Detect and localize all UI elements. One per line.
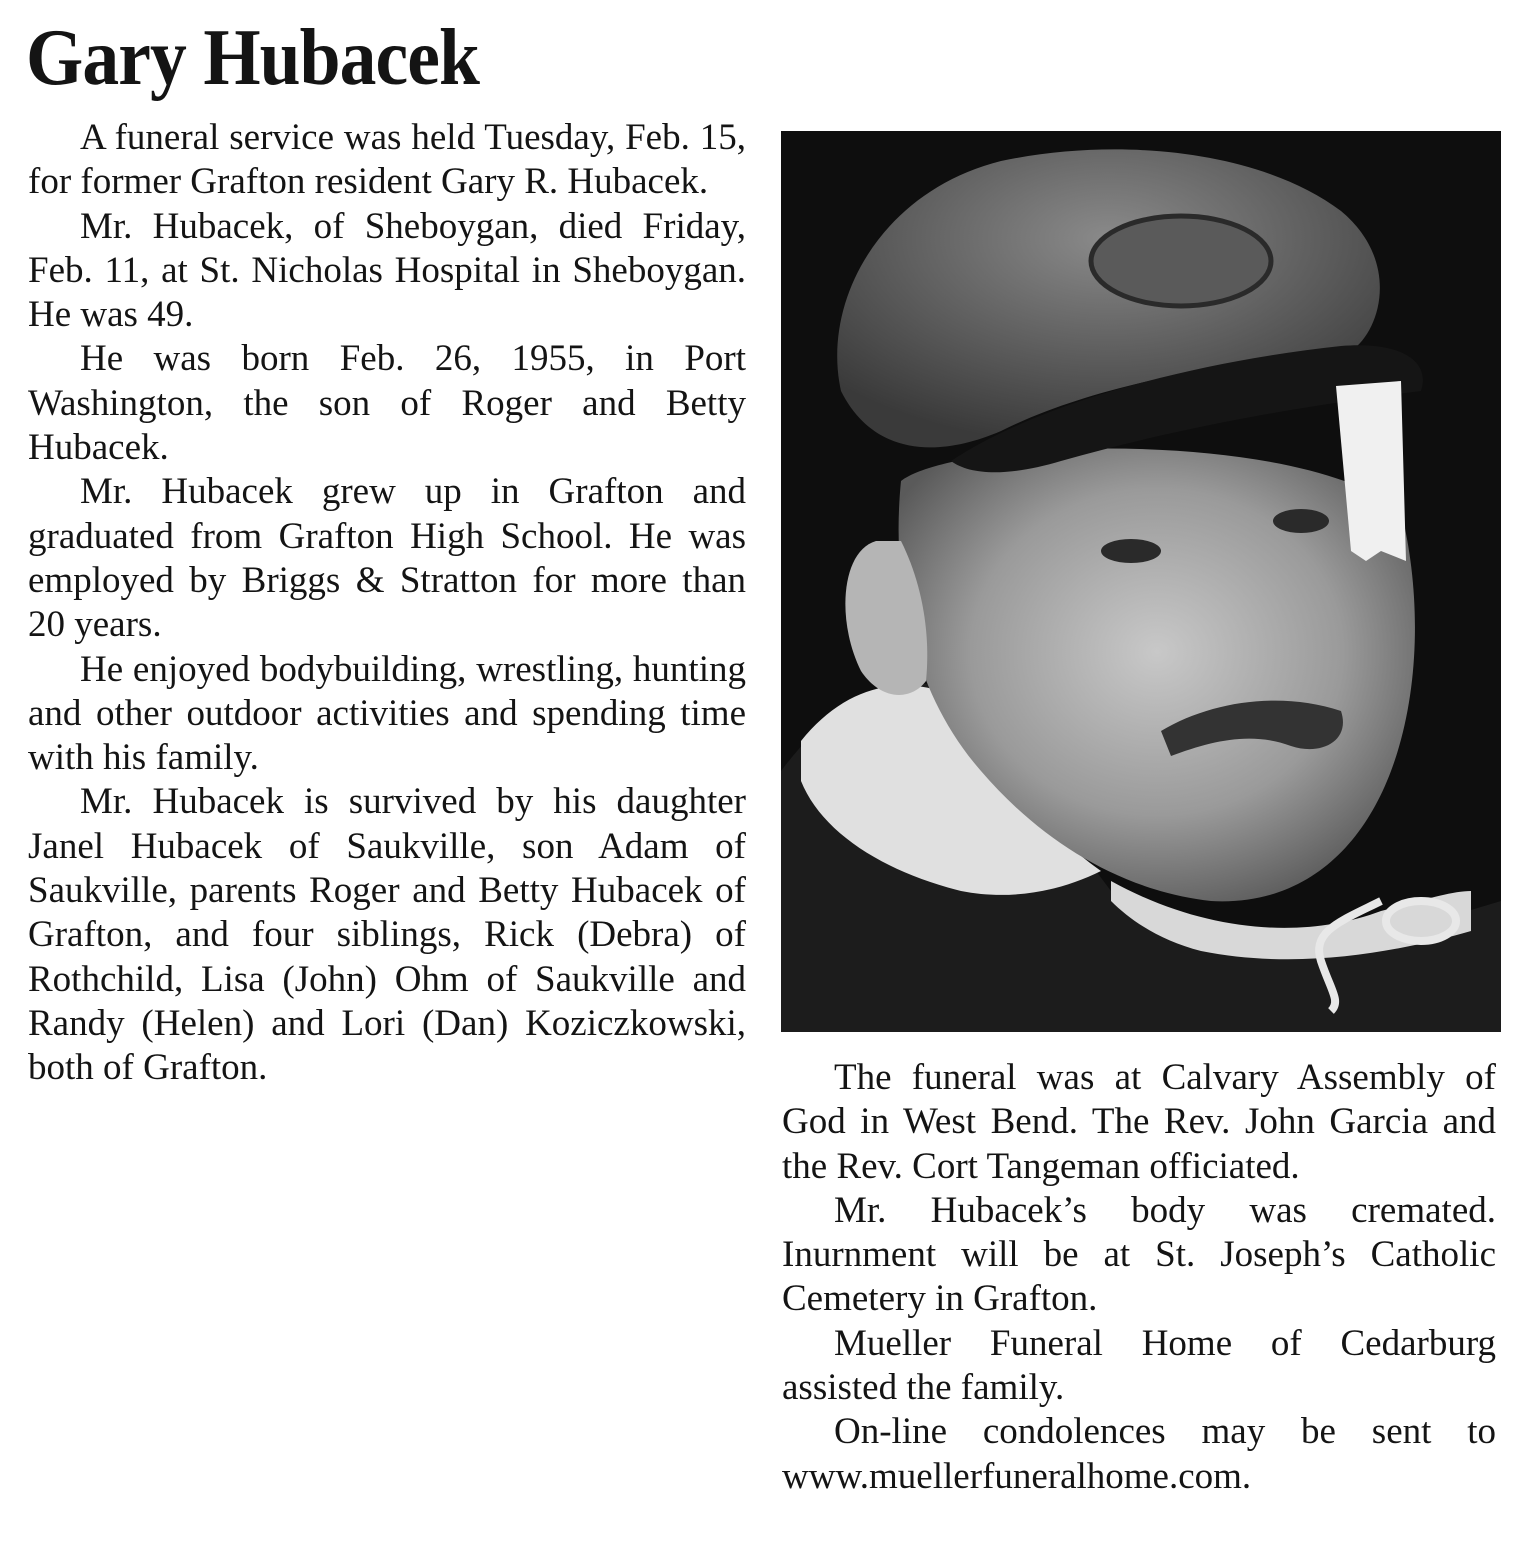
paragraph-funeral-home: Mueller Funeral Home of Cedarburg assisted the family. (782, 1322, 1496, 1409)
paragraph-survivors: Mr. Hubacek is survived by his daughter Janel Hubacek of Saukville, son Adam of Saukville, parents Roger and Betty Hubacek of Grafton, and four siblings, Rick (Debra) of Rothchild, Lisa (John) Ohm of Saukville and Randy (Helen) and Lori (Dan) Koziczkowski, both of Grafton. (28, 781, 746, 1089)
right-column (782, 1056, 1496, 1499)
paragraph-funeral-service: A funeral service was held Tuesday, Feb. 15, for former Grafton resident Gary R. Hubacek. (28, 117, 746, 203)
paragraph-inurnment: Mr. Hubacek’s body was cremated. Inurnment will be at St. Joseph’s Catholic Cemetery in Grafton. (782, 1189, 1496, 1320)
left-column (28, 116, 746, 1091)
portrait-photo-icon (781, 131, 1501, 1032)
paragraph-funeral-location: The funeral was at Calvary Assembly of God in West Bend. The Rev. John Garcia and the Rev. Cort Tangeman officiated. (782, 1057, 1496, 1187)
paragraph-death: Mr. Hubacek, of Sheboygan, died Friday, Feb. 11, at St. Nicholas Hospital in Sheboygan. He was 49. (28, 205, 746, 336)
paragraph-birth: He was born Feb. 26, 1955, in Port Washington, the son of Roger and Betty Hubacek. (28, 338, 746, 469)
paragraph-condolences: On-line condolences may be sent to www.muellerfuneralhome.com. (782, 1411, 1496, 1497)
paragraph-hobbies: He enjoyed bodybuilding, wrestling, hunting and other outdoor activities and spending time with his family. (28, 648, 746, 779)
portrait-photo (781, 131, 1501, 1032)
paragraph-career: Mr. Hubacek grew up in Grafton and graduated from Grafton High School. He was employed by Briggs & Stratton for more than 20 years. (28, 471, 746, 646)
obituary-headline: Gary Hubacek (26, 14, 480, 102)
